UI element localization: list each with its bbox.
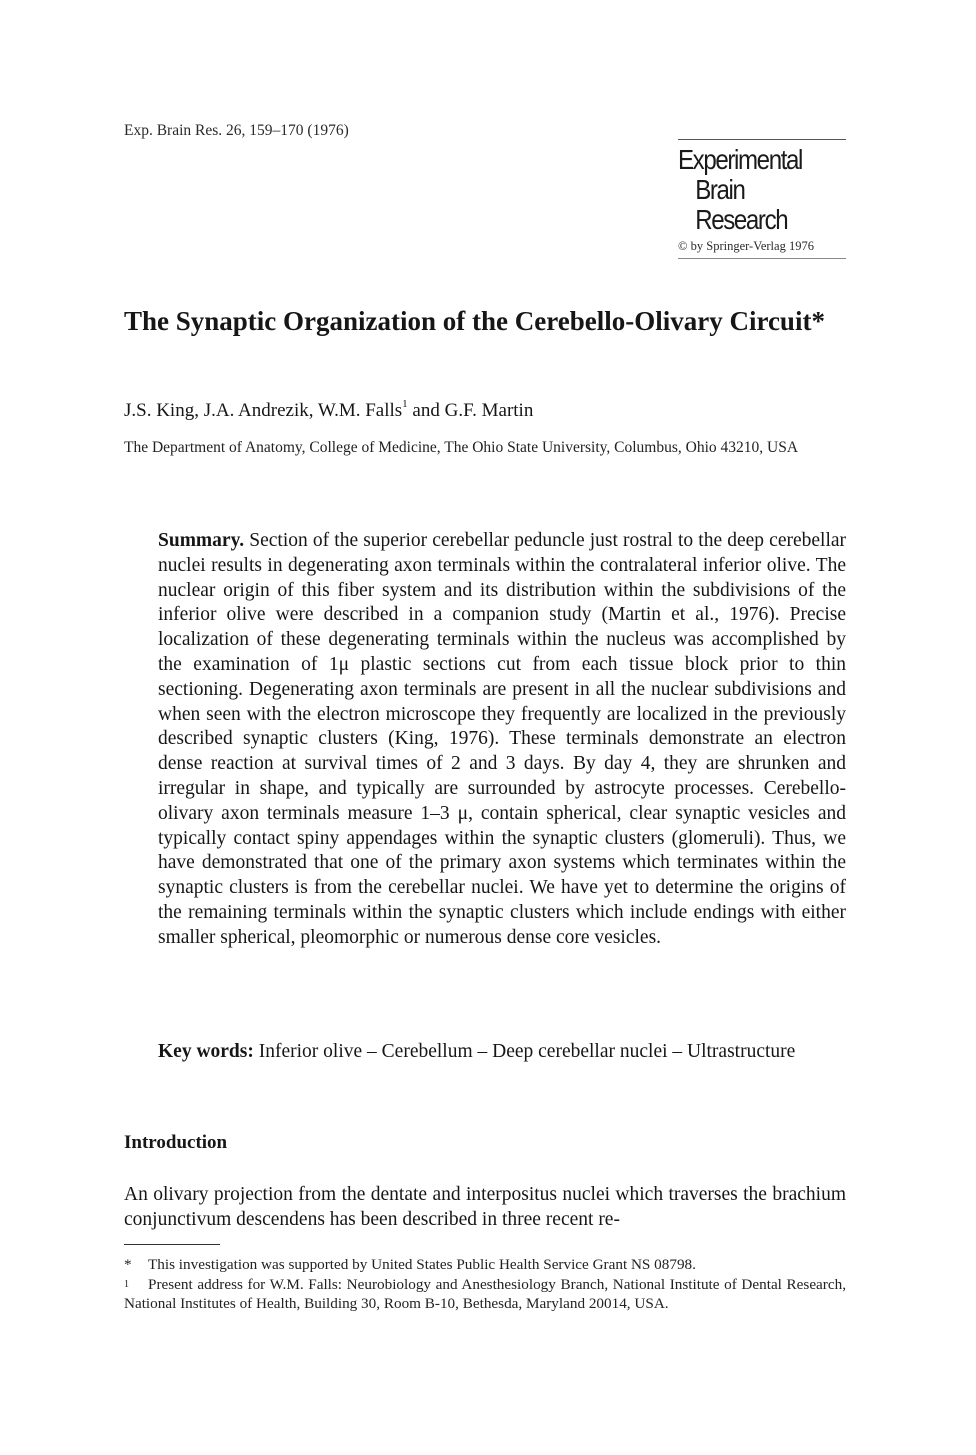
- article-title: The Synaptic Organization of the Cerebello-Olivary Circuit*: [124, 306, 825, 336]
- authors-last: and G.F. Martin: [407, 400, 534, 421]
- author-footnote-mark: 1: [402, 398, 408, 410]
- footnote-mark: *: [124, 1256, 132, 1273]
- journal-logo-block: [678, 139, 846, 259]
- introduction-heading: Introduction: [124, 1132, 228, 1153]
- keywords-paragraph: [158, 1040, 846, 1065]
- journal-name-line-2: Brain: [695, 174, 745, 205]
- authors-main: J.S. King, J.A. Andrezik, W.M. Falls: [124, 400, 403, 421]
- footnote-separator: [124, 1244, 220, 1245]
- summary-text: Section of the superior cerebellar peduncle just rostral to the deep cerebellar nuclei results in degenerating axon terminals within the contralateral inferior olive. The nuclear origin of this fiber system and its distribution within the subdivisions of the inferior olive were described in a companion study (Martin et al., 1976). Precise localization of these degenerating terminals within the nucleus was accomplished by the examination of 1μ plastic sections cut from each tissue block prior to thin sectioning. Degenerating axon terminals are present in all the nuclear subdivisions and when seen with the electron microscope they frequently are localized in the previously described synaptic clusters (King, 1976). These terminals demonstrate an electron dense reaction at survival times of 2 and 3 days. By day 4, they are shrunken and irregular in shape, and typically are surrounded by astrocyte processes. Cerebello-olivary axon terminals measure 1–3 μ, contain spherical, clear synaptic vesicles and typically contact spiny appendages within the synaptic clusters (glomeruli). Thus, we have demonstrated that one of the primary axon systems which terminates within the synaptic clusters is from the cerebellar nuclei. We have yet to determine the origins of the remaining terminals within the synaptic clusters which include endings with either smaller spherical, pleomorphic or numerous dense core vesicles.: [158, 530, 847, 948]
- footnote-address: [124, 1275, 846, 1314]
- summary-paragraph: [158, 529, 846, 951]
- author-affiliation: The Department of Anatomy, College of Medicine, The Ohio State University, Columbus, Ohio 43210, USA: [124, 439, 799, 456]
- journal-rule-top: [678, 139, 846, 140]
- keywords-label: Key words:: [158, 1041, 254, 1062]
- introduction-text: An olivary projection from the dentate and interpositus nuclei which traverses the brachium conjunctivum descendens has been described in three recent re-: [124, 1184, 846, 1230]
- footnote-text: This investigation was supported by United States Public Health Service Grant NS 08798.: [148, 1256, 696, 1273]
- footnote-mark: 1: [124, 1278, 129, 1290]
- keywords-text: Inferior olive – Cerebellum – Deep cerebellar nuclei – Ultrastructure: [258, 1041, 796, 1062]
- journal-name-line-1: Experimental: [678, 144, 803, 175]
- journal-citation: Exp. Brain Res. 26, 159–170 (1976): [124, 122, 349, 139]
- journal-rule-bottom: [678, 258, 846, 259]
- footnote-funding: [124, 1255, 846, 1275]
- footnotes: [124, 1255, 846, 1314]
- footnote-text: Present address for W.M. Falls: Neurobiology and Anesthesiology Branch, National Institute of Dental Research, National Institutes of Health, Building 30, Room B-10, Bethesda, Maryland 20014, USA.: [124, 1275, 846, 1313]
- journal-name-line-3: Research: [695, 204, 788, 235]
- author-list: [124, 400, 533, 422]
- summary-label: Summary.: [158, 530, 245, 551]
- copyright-notice: © by Springer-Verlag 1976: [678, 239, 814, 253]
